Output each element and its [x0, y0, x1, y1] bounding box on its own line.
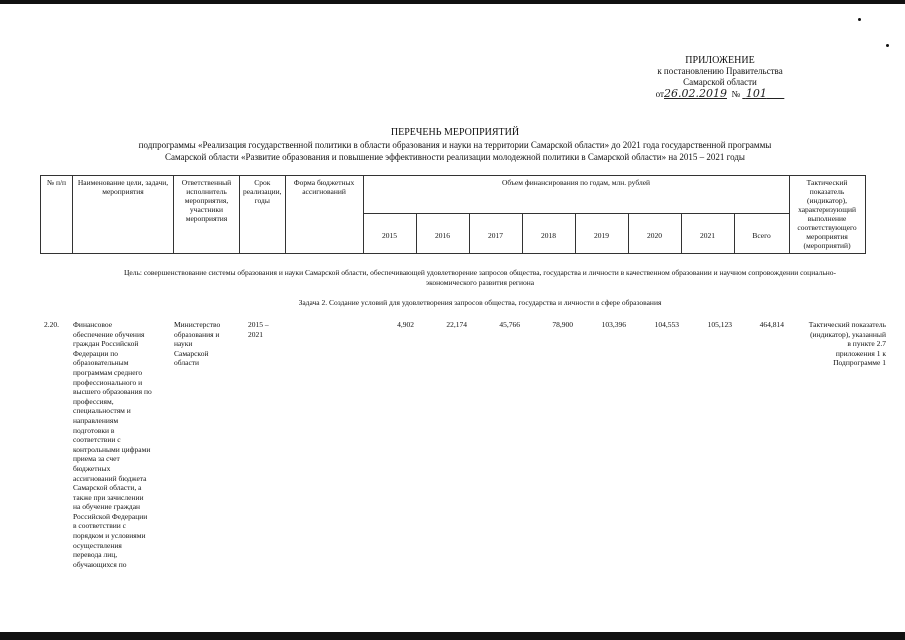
appendix-date-line [620, 88, 820, 100]
value-2016: 22,174 [446, 320, 467, 329]
header-term: Срок реализации, годы [240, 176, 286, 254]
goal-text: Цель: совершенствование системы образования и науки Самарской области, обеспечивающей удовлетворение запросов общества, государства и личности в качественном образовании и научном сопровождении социально-экономического развития региона [123, 268, 837, 287]
number-prefix: № [731, 89, 741, 99]
header-indicator: Тактический показатель (индикатор), характеризующий выполнение соответствующего мероприятия (мероприятий) [789, 176, 865, 254]
row-activity-name: Финансовое обеспечение обучения граждан Российской Федерации по образовательным программам среднего профессионального и высшего образования по профессиям, специальностям и направлениям подготовки в соответствии с контрольными цифрами приема за счет бюджетных ассигнований бюджета Самарской области, а также при зачислении на обучение граждан Российской Федерации в соответствии с порядком и условиями осуществления перевода лиц, обучающихся по [73, 320, 152, 569]
header-num: № п/п [41, 176, 73, 254]
header-year: 2015 [363, 214, 416, 254]
value-2017: 45,766 [499, 320, 520, 329]
title-line: подпрограммы «Реализация государственной политики в области образования и науки на территории Самарской области» до 2021 года государственной программы [138, 140, 772, 150]
scan-speck [858, 18, 861, 21]
value-2018: 78,900 [552, 320, 573, 329]
scan-edge-top [0, 0, 905, 4]
scan-edge-bottom [0, 632, 905, 640]
title-line: Самарской области «Развитие образования и повышение эффективности реализации молодежной политики в Самарской области» на 2015 – 2021 годы [165, 152, 745, 162]
value-2020: 104,553 [654, 320, 679, 329]
value-total: 464,814 [759, 320, 784, 329]
header-executor: Ответственный исполнитель мероприятия, участники мероприятия [174, 176, 240, 254]
header-year: 2020 [628, 214, 681, 254]
row-executor: Министерство образования и науки Самарской области [174, 320, 221, 368]
row-term: 2015 – 2021 [248, 320, 269, 339]
header-form: Форма бюджетных ассигнований [285, 176, 363, 254]
appendix-line: к постановлению Правительства [657, 66, 783, 76]
appendix-line: Самарской области [683, 77, 757, 87]
appendix-heading: ПРИЛОЖЕНИЕ [685, 55, 755, 66]
value-2021: 105,123 [707, 320, 732, 329]
task-heading: Задача 2. Создание условий для удовлетворения запросов общества, государства и личности в сфере образования [298, 298, 662, 307]
appendix-block [620, 55, 820, 100]
number-handwritten: 101 [745, 87, 767, 100]
header-finance: Объем финансирования по годам, млн. рублей [363, 176, 789, 214]
date-prefix: от [655, 89, 664, 99]
date-handwritten: 26.02.2019 [664, 87, 727, 100]
row-number: 2.20. [44, 320, 59, 329]
header-name: Наименование цели, задачи, мероприятия [73, 176, 174, 254]
document-title [40, 127, 870, 163]
value-2019: 103,396 [601, 320, 626, 329]
header-year: 2021 [681, 214, 734, 254]
header-year: 2017 [469, 214, 522, 254]
row-indicator: Тактический показатель (индикатор), указанный в пункте 2.7 приложения 1 к Подпрограмме 1 [808, 320, 886, 368]
value-2015: 4,902 [397, 320, 414, 329]
activities-table-header [40, 175, 866, 254]
scan-speck [886, 44, 889, 47]
title-main: ПЕРЕЧЕНЬ МЕРОПРИЯТИЙ [390, 127, 520, 138]
header-year-total: Всего [734, 214, 789, 254]
header-year: 2016 [416, 214, 469, 254]
header-year: 2018 [522, 214, 575, 254]
header-year: 2019 [575, 214, 628, 254]
